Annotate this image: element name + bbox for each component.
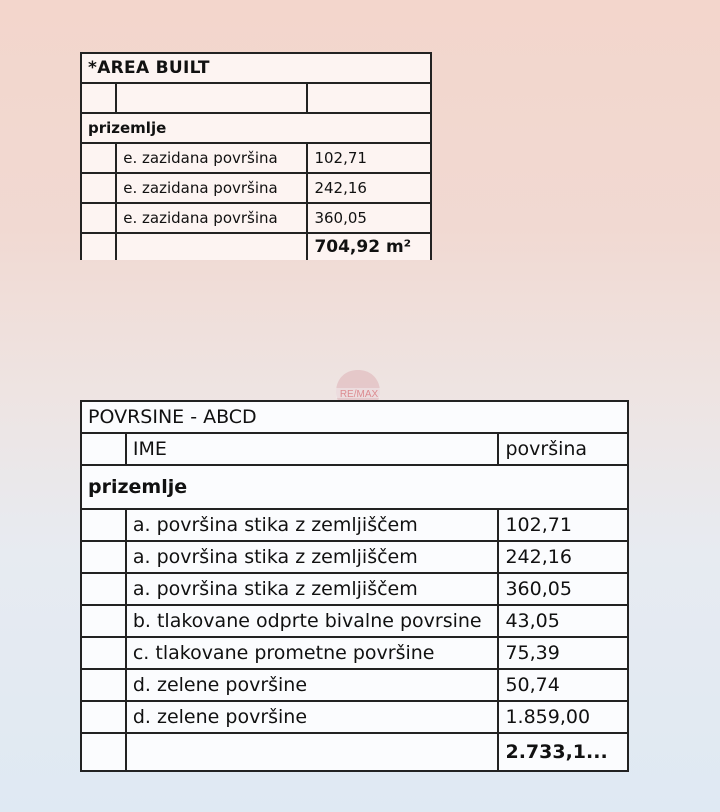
empty-cell [81, 669, 126, 701]
row-value: 75,39 [498, 637, 628, 669]
empty-cell [307, 83, 431, 113]
table-row [81, 637, 628, 669]
row-label: b. tlakovane odprte bivalne povrsine [126, 605, 499, 637]
table-row [81, 203, 431, 233]
empty-cell [81, 733, 126, 771]
row-value: 102,71 [307, 143, 431, 173]
table-row [81, 573, 628, 605]
table-row [81, 541, 628, 573]
row-label: d. zelene površine [126, 669, 499, 701]
table-row [81, 509, 628, 541]
table-row [81, 173, 431, 203]
empty-cell [81, 541, 126, 573]
section-label: prizemlje [81, 113, 431, 143]
remax-logo-text: RE/MAX [339, 389, 379, 400]
row-value: 360,05 [307, 203, 431, 233]
header-row [81, 433, 628, 465]
area-built-table [80, 52, 432, 260]
total-row [81, 233, 431, 260]
column-header-name: IME [126, 433, 499, 465]
empty-cell [81, 573, 126, 605]
total-row [81, 733, 628, 771]
row-label: d. zelene površine [126, 701, 499, 733]
row-label: a. površina stika z zemljiščem [126, 541, 499, 573]
empty-cell [81, 203, 116, 233]
row-value: 102,71 [498, 509, 628, 541]
empty-cell [81, 701, 126, 733]
total-value: 2.733,1... [498, 733, 628, 771]
empty-cell [81, 637, 126, 669]
empty-cell [81, 605, 126, 637]
row-label: a. površina stika z zemljiščem [126, 509, 499, 541]
row-label: e. zazidana površina [116, 203, 307, 233]
table-row [81, 669, 628, 701]
row-label: a. površina stika z zemljiščem [126, 573, 499, 605]
row-value: 360,05 [498, 573, 628, 605]
total-value: 704,92 m² [307, 233, 431, 260]
row-value: 50,74 [498, 669, 628, 701]
row-value: 242,16 [498, 541, 628, 573]
empty-cell [116, 233, 307, 260]
table-row [81, 701, 628, 733]
table-row [81, 143, 431, 173]
row-label: c. tlakovane prometne površine [126, 637, 499, 669]
empty-cell [81, 509, 126, 541]
column-header-area: površina [498, 433, 628, 465]
empty-cell [126, 733, 499, 771]
empty-cell [116, 83, 307, 113]
table-row [81, 605, 628, 637]
empty-cell [81, 143, 116, 173]
area-built-title: *AREA BUILT [81, 53, 431, 83]
empty-cell [81, 83, 116, 113]
row-label: e. zazidana površina [116, 173, 307, 203]
row-value: 43,05 [498, 605, 628, 637]
empty-cell [81, 173, 116, 203]
empty-cell [81, 233, 116, 260]
section-label: prizemlje [81, 465, 628, 509]
povrsine-title: POVRSINE - ABCD [81, 401, 628, 433]
row-value: 242,16 [307, 173, 431, 203]
povrsine-table [80, 400, 629, 772]
row-value: 1.859,00 [498, 701, 628, 733]
empty-cell [81, 433, 126, 465]
row-label: e. zazidana površina [116, 143, 307, 173]
